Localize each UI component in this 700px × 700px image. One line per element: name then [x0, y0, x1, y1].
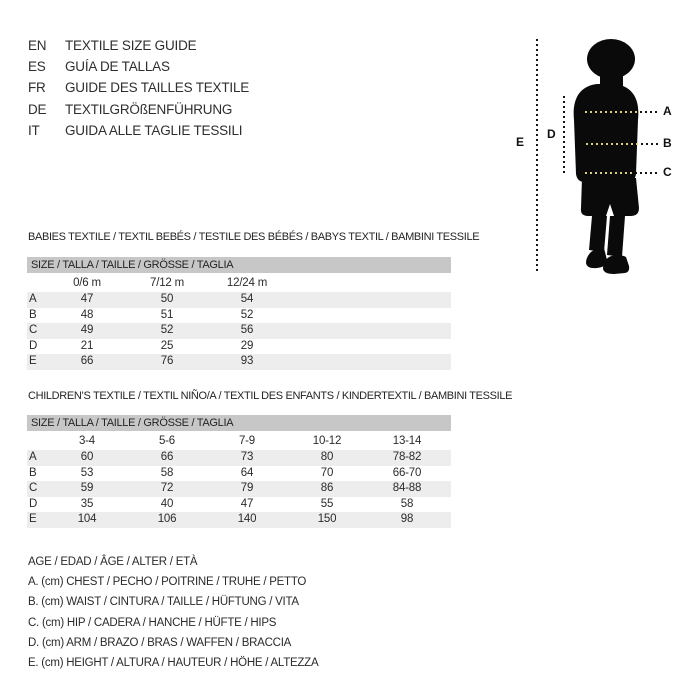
cell: 55 — [320, 497, 334, 510]
cell: 29 — [240, 339, 254, 352]
cell: 60 — [80, 451, 94, 463]
language-code: EN — [28, 38, 47, 53]
cell: 84-88 — [392, 482, 422, 494]
corner-cell — [27, 433, 47, 450]
table-row-e — [27, 512, 451, 528]
cell: 76 — [160, 355, 174, 367]
cell: 47 — [80, 293, 94, 305]
cell: 40 — [160, 497, 174, 510]
column-header: 0/6 m — [73, 277, 101, 289]
height-measure-line-e — [536, 39, 538, 273]
row-label: A — [29, 451, 37, 463]
size-header-bar: SIZE / TALLA / TAILLE / GRÖSSE / TAGLIA — [27, 415, 451, 431]
language-code: FR — [28, 80, 46, 96]
measure-label-a: A — [663, 104, 672, 118]
cell: 86 — [320, 482, 334, 494]
language-row-de — [28, 99, 249, 120]
cell: 78-82 — [392, 451, 422, 463]
row-label: B — [29, 308, 37, 321]
cell: 66 — [80, 355, 94, 367]
table-row-a — [27, 292, 451, 308]
cell: 140 — [237, 513, 257, 525]
cell: 35 — [80, 497, 94, 510]
column-header: 10-12 — [312, 435, 342, 447]
size-header-bar: SIZE / TALLA / TAILLE / GRÖSSE / TAGLIA — [27, 257, 451, 273]
hip-measure-line-c-body — [585, 172, 635, 174]
children-section-title: CHILDREN’S TEXTILE / TEXTIL NIÑO/A / TEXTIL DES ENFANTS / KINDERTEXTIL / BAMBINI TESSILE — [28, 390, 513, 402]
legend-line-hip: C. (cm) HIP / CADERA / HANCHE / HÜFTE / HIPS — [28, 616, 277, 629]
language-row-it — [28, 120, 249, 141]
babies-size-table — [27, 257, 451, 370]
row-label: D — [29, 339, 38, 352]
row-label: E — [29, 513, 37, 525]
row-label: B — [29, 466, 37, 479]
language-row-fr — [28, 77, 249, 98]
row-label: D — [29, 497, 38, 510]
cell: 70 — [320, 466, 334, 479]
row-label: E — [29, 355, 37, 367]
table-row-d — [27, 339, 451, 355]
cell: 56 — [240, 324, 254, 336]
cell: 49 — [80, 324, 94, 336]
cell: 80 — [320, 451, 334, 463]
column-header: 7/12 m — [150, 277, 184, 289]
column-header-row — [27, 275, 451, 292]
cell: 98 — [400, 513, 414, 525]
language-title: GUIDE DES TAILLES TEXTILE — [65, 80, 250, 96]
cell: 93 — [240, 355, 254, 367]
row-label: C — [29, 482, 38, 494]
legend-line-height: E. (cm) HEIGHT / ALTURA / HAUTEUR / HÖHE / ALTEZZA — [28, 657, 319, 670]
cell: 25 — [160, 339, 174, 352]
measurement-legend — [28, 552, 318, 673]
table-row-b — [27, 466, 451, 482]
cell: 66 — [160, 451, 174, 463]
babies-section-title: BABIES TEXTILE / TEXTIL BEBÉS / TESTILE DES BÉBÉS / BABYS TEXTIL / BAMBINI TESSILE — [28, 231, 480, 243]
language-title: GUÍA DE TALLAS — [65, 59, 170, 75]
table-row-c — [27, 323, 451, 339]
children-table-grid — [27, 433, 451, 528]
cell: 59 — [80, 482, 94, 494]
legend-line-arm: D. (cm) ARM / BRAZO / BRAS / WAFFEN / BRACCIA — [28, 636, 292, 649]
children-size-table — [27, 415, 451, 528]
measure-label-e: E — [516, 135, 525, 149]
cell: 79 — [240, 482, 254, 494]
column-header: 13-14 — [392, 435, 422, 447]
cell: 58 — [400, 497, 414, 510]
babies-table-grid — [27, 275, 451, 370]
language-code: ES — [28, 59, 46, 75]
language-title: GUIDA ALLE TAGLIE TESSILI — [65, 122, 243, 138]
chest-measure-line-a-body — [585, 111, 640, 113]
column-header: 5-6 — [158, 435, 176, 447]
cell: 73 — [240, 451, 254, 463]
language-row-es — [28, 56, 249, 77]
cell: 64 — [240, 466, 254, 479]
table-row-a — [27, 450, 451, 466]
table-row-c — [27, 481, 451, 497]
language-title: TEXTILE SIZE GUIDE — [65, 38, 197, 53]
cell: 54 — [240, 293, 254, 305]
cell: 51 — [160, 308, 174, 321]
cell: 50 — [160, 293, 174, 305]
language-code: DE — [28, 101, 47, 117]
cell: 52 — [160, 324, 174, 336]
measure-label-b: B — [663, 136, 672, 150]
column-header: 3-4 — [78, 435, 96, 447]
column-header: 12/24 m — [226, 277, 268, 289]
cell: 47 — [240, 497, 254, 510]
corner-cell — [27, 275, 47, 292]
cell: 72 — [160, 482, 174, 494]
waist-measure-line-b-body — [586, 143, 638, 145]
measure-label-c: C — [663, 165, 672, 179]
row-label: C — [29, 324, 38, 336]
cell: 106 — [157, 513, 177, 525]
table-row-d — [27, 497, 451, 513]
language-title: TEXTILGRÖßENFÜHRUNG — [65, 101, 233, 117]
column-header: 7-9 — [238, 435, 256, 447]
table-row-b — [27, 308, 451, 324]
measure-label-d: D — [547, 127, 556, 141]
cell: 52 — [240, 308, 254, 321]
legend-line-age: AGE / EDAD / ÂGE / ALTER / ETÀ — [28, 556, 198, 568]
cell: 21 — [80, 339, 94, 352]
language-title-list — [28, 35, 249, 141]
child-silhouette-icon — [545, 38, 665, 278]
cell: 48 — [80, 308, 94, 321]
cell: 58 — [160, 466, 174, 479]
cell: 66-70 — [392, 466, 422, 479]
legend-line-chest: A. (cm) CHEST / PECHO / POITRINE / TRUHE / PETTO — [28, 576, 307, 589]
language-row-en — [28, 35, 249, 56]
row-label: A — [29, 293, 37, 305]
table-row-e — [27, 354, 451, 370]
cell: 104 — [77, 513, 97, 525]
language-code: IT — [28, 122, 40, 138]
cell: 150 — [317, 513, 337, 525]
legend-line-waist: B. (cm) WAIST / CINTURA / TAILLE / HÜFTUNG / VITA — [28, 596, 299, 609]
cell: 53 — [80, 466, 94, 479]
column-header-row — [27, 433, 451, 450]
